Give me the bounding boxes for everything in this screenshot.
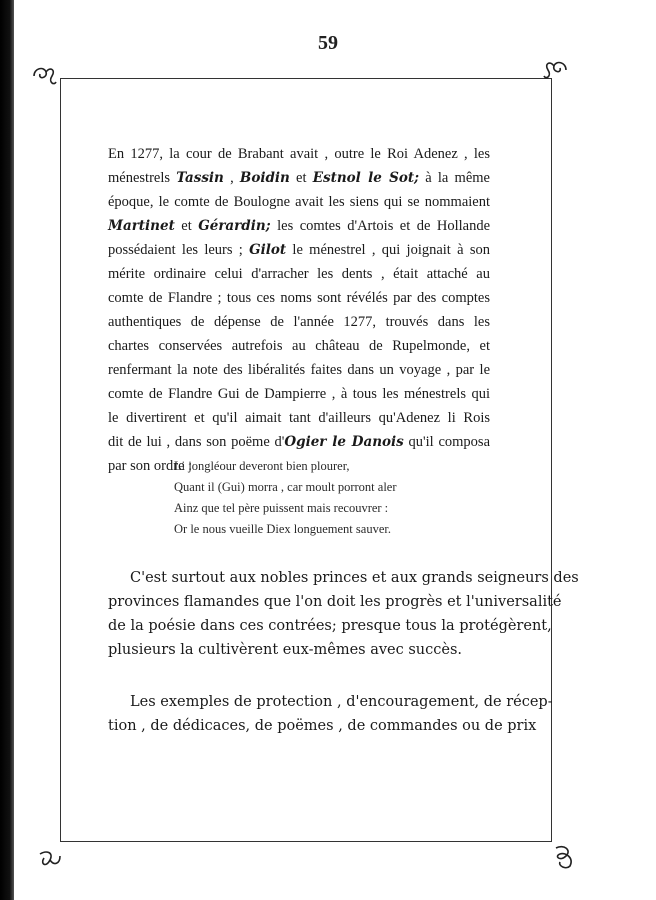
text-line: [108, 358, 490, 382]
text-run: comte de Flandre ; tous ces noms sont révélés par des comptes: [108, 290, 490, 306]
text-run: par son ordre :: [108, 458, 193, 474]
flourish-ornament-icon: [550, 842, 578, 870]
text-run: dit de lui , dans son poëme d': [108, 434, 285, 450]
text-line: [108, 286, 490, 310]
text-line: [108, 406, 490, 430]
text-run: qu'il composa: [403, 434, 491, 450]
italic-name: Estnol le Sot;: [312, 170, 420, 186]
text-run: En 1277, la cour de Brabant avait , outre le Roi Adenez , les: [108, 146, 490, 162]
flourish-ornament-icon: [542, 56, 570, 84]
italic-name: Gérardin;: [198, 218, 271, 234]
italic-name: Tassin: [176, 170, 224, 186]
verse-line: Or le nous vueille Diex longuement sauver.: [174, 522, 391, 536]
text-run: ,: [223, 170, 240, 186]
text-run: renfermant la note des libéralités faites dans un voyage , par le: [108, 362, 490, 378]
text-line: [108, 190, 490, 214]
verse-line: Li jongléour deveront bien plourer,: [174, 459, 350, 473]
italic-name: Martinet: [108, 218, 175, 234]
paragraph-2-text: [108, 566, 579, 662]
text-line: [108, 238, 490, 262]
text-line: plusieurs la cultivèrent eux-mêmes avec succès.: [108, 642, 463, 658]
text-run: et: [174, 218, 199, 234]
text-run: authentiques de dépense de l'année 1277, trouvés dans les: [108, 314, 490, 330]
text-run: comte de Flandre Gui de Dampierre , à tous les ménestrels qui: [108, 386, 490, 402]
text-run: ménestrels: [108, 170, 177, 186]
flourish-ornament-icon: [30, 62, 58, 90]
text-run: à la même: [419, 170, 490, 186]
text-run: époque, le comte de Boulogne avait les siens qui se nommaient: [108, 194, 490, 210]
text-run: les comtes d'Artois et de Hollande: [270, 218, 491, 234]
italic-name: Ogier le Danois: [284, 434, 404, 450]
text-line: [108, 262, 490, 286]
book-spine-shadow: [0, 0, 14, 900]
text-line: [108, 142, 490, 166]
verse-line: Ainz que tel père puissent mais recouvrer :: [174, 501, 389, 515]
text-line: [108, 430, 490, 454]
text-line: [108, 382, 490, 406]
italic-name: Gilot: [249, 242, 287, 258]
text-line: [108, 334, 490, 358]
text-run: possédaient les leurs ;: [108, 242, 250, 258]
text-line: provinces flamandes que l'on doit les progrès et l'universalité: [108, 594, 562, 610]
paragraph-3-text: [108, 690, 553, 738]
paragraph-1: [108, 142, 490, 478]
text-run: le ménestrel , qui joignait à son: [286, 242, 490, 258]
paragraph-3: [108, 690, 553, 738]
flourish-ornament-icon: [36, 846, 64, 874]
text-line: tion , de dédicaces, de poëmes , de commandes ou de prix: [108, 718, 537, 734]
paragraph-2: [108, 566, 579, 662]
text-run: mérite ordinaire celui d'arracher les dents , était attaché au: [108, 266, 490, 282]
text-line: C'est surtout aux nobles princes et aux grands seigneurs des: [130, 570, 579, 586]
text-line: [108, 166, 490, 190]
paragraph-1-text: [108, 142, 490, 478]
text-line: Les exemples de protection , d'encouragement, de récep-: [130, 694, 553, 710]
verse-line: Quant il (Gui) morra , car moult porront aler: [174, 480, 397, 494]
italic-name: Boidin: [239, 170, 290, 186]
text-line: [108, 310, 490, 334]
text-run: le divertirent et qu'il aimait tant d'ailleurs qu'Adenez li Rois: [108, 410, 490, 426]
page-number: 59: [318, 32, 338, 54]
text-run: chartes conservées autrefois au château de Rupelmonde, et: [108, 338, 490, 354]
verse-quotation: [174, 456, 474, 540]
text-line: de la poésie dans ces contrées; presque tous la protégèrent,: [108, 618, 552, 634]
text-line: [108, 214, 490, 238]
text-run: et: [289, 170, 313, 186]
